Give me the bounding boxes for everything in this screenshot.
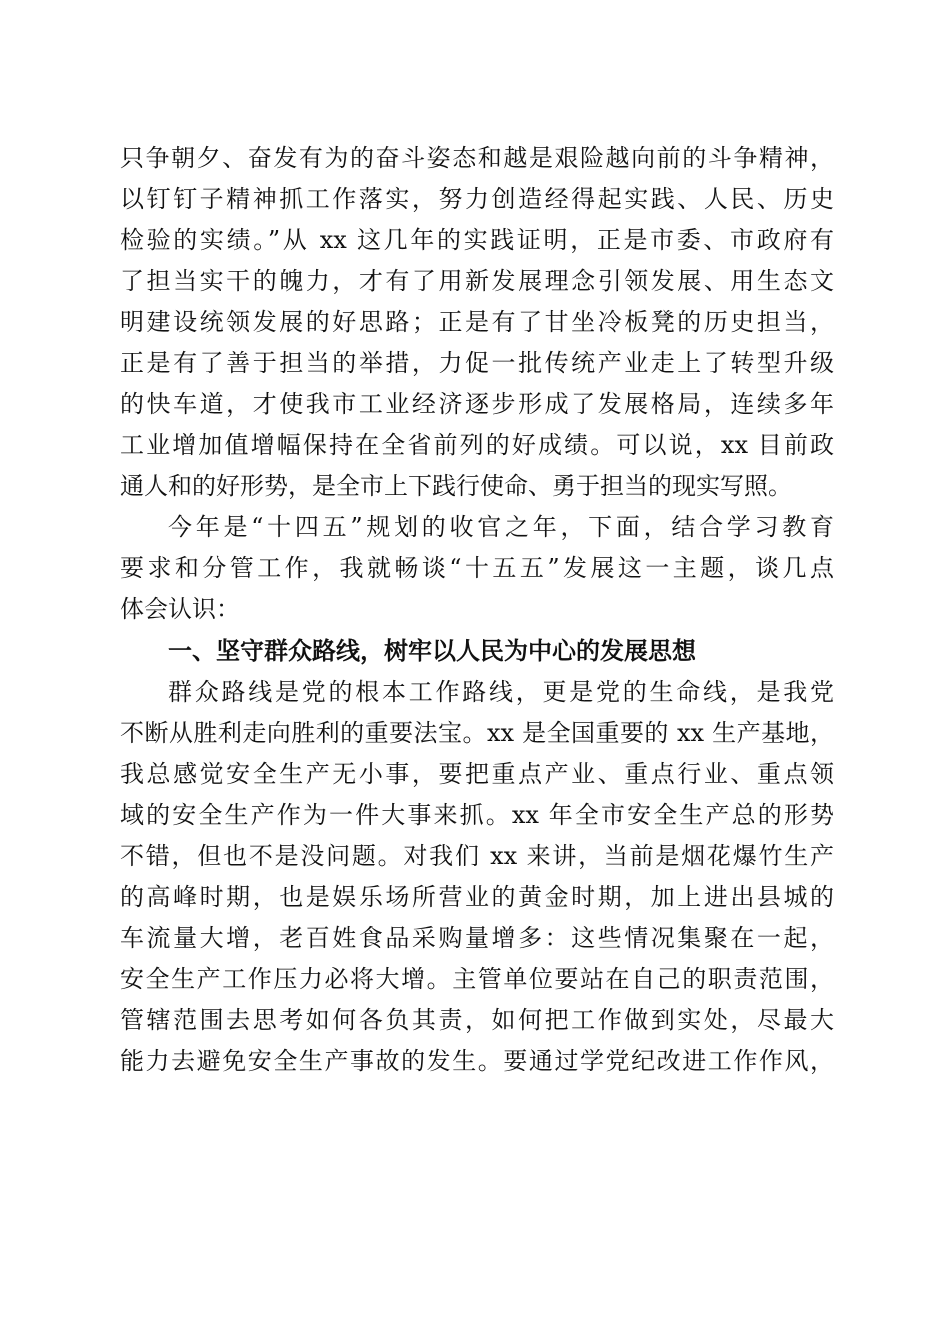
text-line: 安全生产工作压力必将大增。主管单位要站在自己的职责范围， bbox=[120, 965, 834, 993]
text-line: 今年是“十四五”规划的收官之年，下面，结合学习教育 bbox=[168, 513, 834, 541]
section-heading: 一、坚守群众路线，树牢以人民为中心的发展思想 bbox=[168, 637, 696, 665]
document-body bbox=[120, 138, 834, 1082]
text-line: 明建设统领发展的好思路；正是有了甘坐冷板凳的历史担当， bbox=[120, 308, 834, 336]
text-line: 我总感觉安全生产无小事，要把重点产业、重点行业、重点领 bbox=[120, 760, 834, 788]
text-line: 正是有了善于担当的举措，力促一批传统产业走上了转型升级 bbox=[120, 349, 834, 377]
text-line: 车流量大增，老百姓食品采购量增多：这些情况集聚在一起， bbox=[120, 924, 834, 952]
text-line: 了担当实干的魄力，才有了用新发展理念引领发展、用生态文 bbox=[120, 267, 834, 295]
text-line: 工业增加值增幅保持在全省前列的好成绩。可以说，xx 目前政 bbox=[120, 431, 834, 459]
text-line: 体会认识： bbox=[120, 595, 240, 623]
text-line: 不错，但也不是没问题。对我们 xx 来讲，当前是烟花爆竹生产 bbox=[120, 842, 834, 870]
text-line: 以钉钉子精神抓工作落实，努力创造经得起实践、人民、历史 bbox=[120, 185, 834, 213]
text-line: 要求和分管工作，我就畅谈“十五五”发展这一主题，谈几点 bbox=[120, 554, 834, 582]
paragraph-2 bbox=[120, 507, 834, 630]
text-line: 能力去避免安全生产事故的发生。要通过学党纪改进工作作风， bbox=[120, 1047, 834, 1075]
text-line: 不断从胜利走向胜利的重要法宝。xx 是全国重要的 xx 生产基地， bbox=[120, 719, 834, 747]
paragraph-3 bbox=[120, 672, 834, 1082]
text-line: 群众路线是党的根本工作路线，更是党的生命线，是我党 bbox=[168, 678, 834, 706]
text-line: 通人和的好形势，是全市上下践行使命、勇于担当的现实写照。 bbox=[120, 472, 792, 500]
paragraph-1 bbox=[120, 138, 834, 507]
text-line: 只争朝夕、奋发有为的奋斗姿态和越是艰险越向前的斗争精神， bbox=[120, 144, 834, 172]
text-line: 检验的实绩。”从 xx 这几年的实践证明，正是市委、市政府有 bbox=[120, 226, 834, 254]
text-line: 的快车道，才使我市工业经济逐步形成了发展格局，连续多年 bbox=[120, 390, 834, 418]
text-line: 的高峰时期，也是娱乐场所营业的黄金时期，加上进出县城的 bbox=[120, 883, 834, 911]
text-line: 管辖范围去思考如何各负其责，如何把工作做到实处，尽最大 bbox=[120, 1006, 834, 1034]
text-line: 域的安全生产作为一件大事来抓。xx 年全市安全生产总的形势 bbox=[120, 801, 834, 829]
